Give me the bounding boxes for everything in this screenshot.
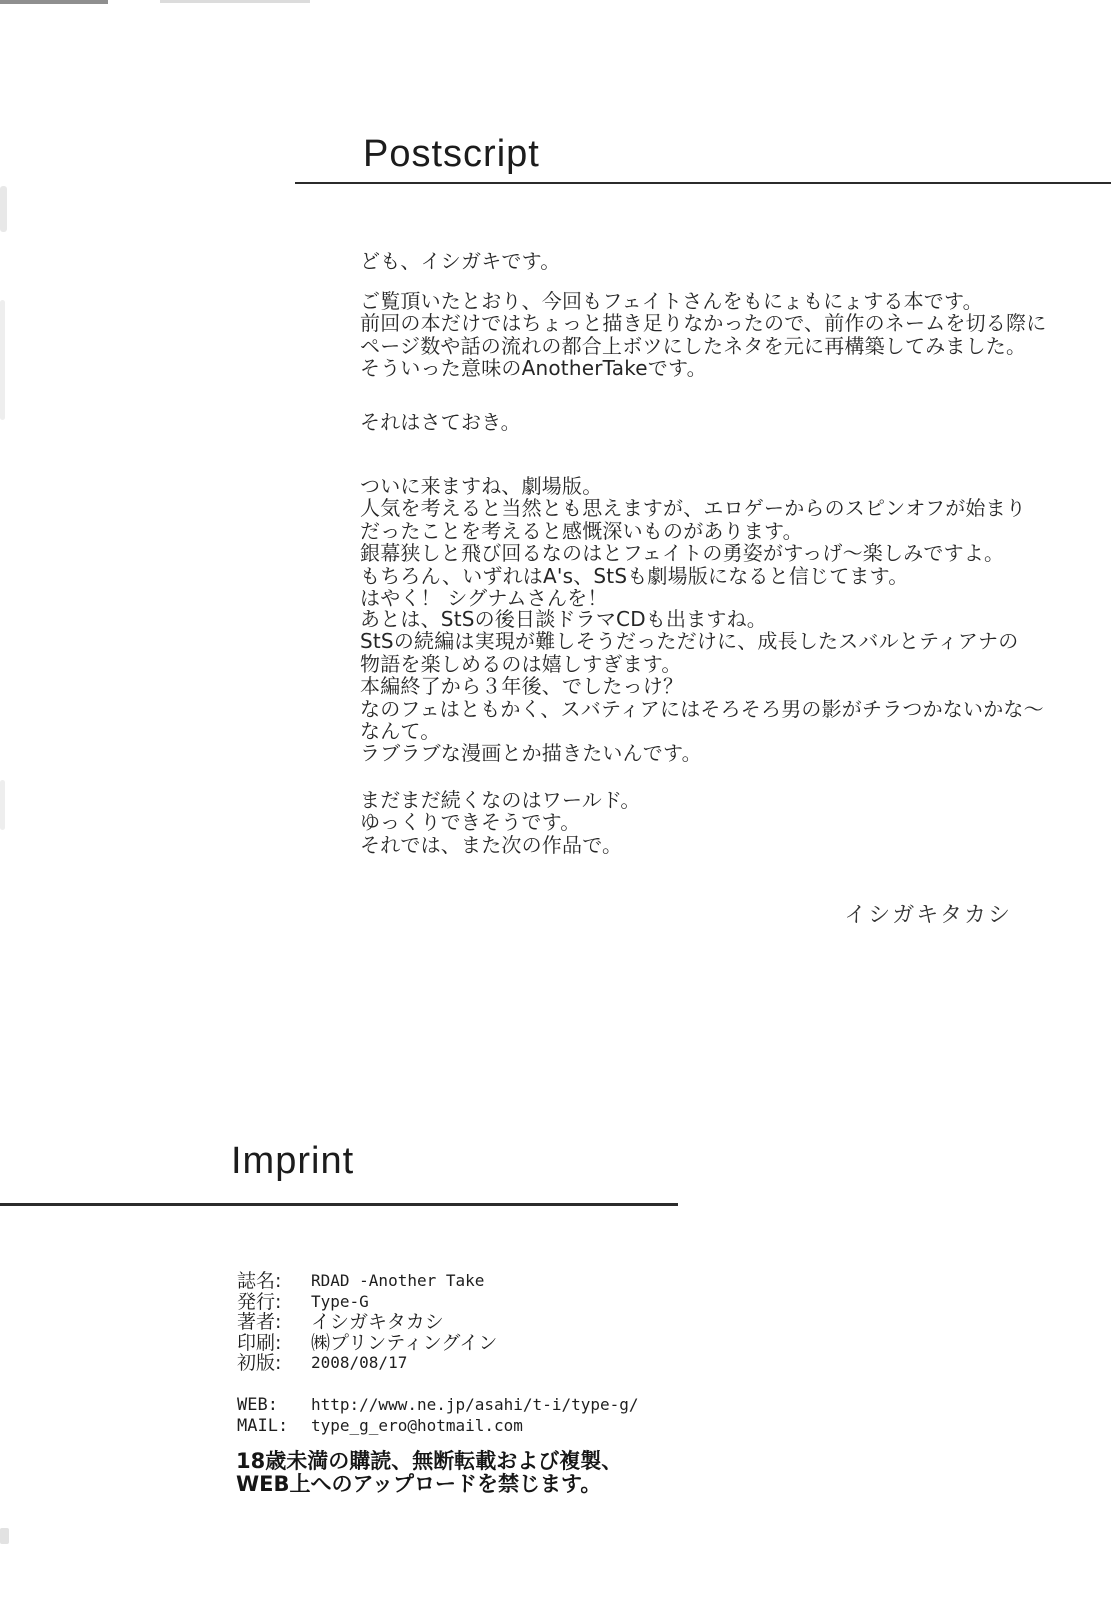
imprint-row-label: 著者:: [237, 1311, 282, 1334]
postscript-paragraph: [360, 411, 1060, 433]
text-line: なんて。: [360, 719, 441, 744]
imprint-row: [237, 1271, 497, 1292]
scan-artifact: [0, 300, 5, 420]
text-line: ついに来ますね、劇場版。: [360, 474, 603, 498]
postscript-section-title: Postscript: [363, 133, 540, 175]
text-line: もちろん、いずれはA's、StSも劇場版になると信じてます。: [360, 563, 909, 588]
postscript-paragraph: [360, 290, 1060, 380]
age-restriction-warning: [236, 1450, 622, 1495]
postscript-paragraph: [360, 608, 1060, 765]
text-line: 本編終了から３年後、でしたっけ？: [360, 674, 684, 699]
imprint-row-label: MAIL:: [237, 1415, 289, 1436]
text-line: そういった意味のAnotherTakeです。: [360, 356, 707, 381]
imprint-detail-rows: [237, 1271, 497, 1374]
warning-line: WEB上へのアップロードを禁じます。: [236, 1471, 602, 1496]
imprint-contact-rows: [237, 1395, 639, 1436]
imprint-row-label: 発行:: [237, 1290, 282, 1313]
text-line: それでは、また次の作品で。: [360, 832, 623, 857]
text-line: はやく！ シグナムさんを！: [360, 586, 608, 611]
imprint-row: [237, 1312, 497, 1333]
text-line: StSの続編は実現が難しそうだっただけに、成長したスバルとティアナの: [360, 629, 1019, 654]
author-signature: イシガキタカシ: [844, 903, 1012, 928]
imprint-row: [237, 1292, 497, 1313]
imprint-section-title: Imprint: [231, 1140, 355, 1182]
imprint-row-label: 誌名:: [237, 1270, 282, 1292]
scan-artifact: [0, 0, 108, 4]
scan-artifact: [0, 186, 7, 232]
imprint-row-label: 初版:: [237, 1352, 282, 1375]
text-line: ページ数や話の流れの都合上ボツにしたネタを元に再構築してみました。: [360, 333, 1027, 358]
postscript-paragraph: [360, 250, 1060, 272]
imprint-row: [237, 1353, 497, 1374]
text-line: なのフェはともかく、スバティアにはそろそろ男の影がチラつかないかな～: [360, 696, 1044, 721]
text-line: 前回の本だけではちょっと描き足りなかったので、前作のネームを切る際に: [360, 311, 1047, 336]
text-line: ご覧頂いたとおり、今回もフェイトさんをもにょもにょする本です。: [360, 289, 983, 313]
imprint-row: [237, 1416, 639, 1437]
imprint-row-label: 印刷:: [237, 1331, 282, 1354]
text-line: まだまだ続くなのはワールド。: [360, 788, 641, 812]
scan-artifact: [160, 0, 310, 3]
imprint-row-value: Type-G: [311, 1291, 369, 1311]
text-line: それはさておき。: [360, 410, 521, 434]
imprint-row-value: イシガキタカシ: [311, 1311, 444, 1334]
imprint-row-value: ㈱プリンティングイン: [311, 1331, 498, 1354]
imprint-divider-rule: [0, 1203, 678, 1206]
imprint-row: [237, 1333, 497, 1354]
text-line: 銀幕狭しと飛び回るなのはとフェイトの勇姿がすっげ～楽しみですよ。: [360, 541, 1005, 566]
postscript-body: [360, 0, 1060, 1000]
postscript-paragraph: [360, 475, 1060, 609]
text-line: ども、イシガキです。: [360, 249, 561, 273]
scan-artifact: [0, 1528, 9, 1544]
warning-line: 18歳未満の購読、無断転載および複製、: [236, 1449, 623, 1473]
imprint-row-value: type_g_ero@hotmail.com: [311, 1415, 523, 1435]
text-line: だったことを考えると感慨深いものがあります。: [360, 518, 803, 543]
text-line: あとは、StSの後日談ドラマCDも出ますね。: [360, 607, 767, 631]
imprint-row-value: RDAD -Another Take: [311, 1271, 485, 1290]
text-line: 人気を考えると当然とも思えますが、エロゲーからのスピンオフが始まり: [360, 496, 1026, 521]
text-line: ゆっくりできそうです。: [360, 810, 581, 835]
imprint-row: [237, 1395, 639, 1416]
imprint-row-value: http://www.ne.jp/asahi/t-i/type-g/: [311, 1395, 639, 1414]
text-line: 物語を楽しめるのは嬉しすぎます。: [360, 651, 682, 676]
text-line: ラブラブな漫画とか描きたいんです。: [360, 741, 702, 766]
imprint-row-label: WEB:: [237, 1395, 278, 1415]
postscript-paragraph: [360, 789, 1060, 856]
imprint-row-value: 2008/08/17: [311, 1353, 408, 1373]
scan-artifact: [0, 780, 5, 830]
